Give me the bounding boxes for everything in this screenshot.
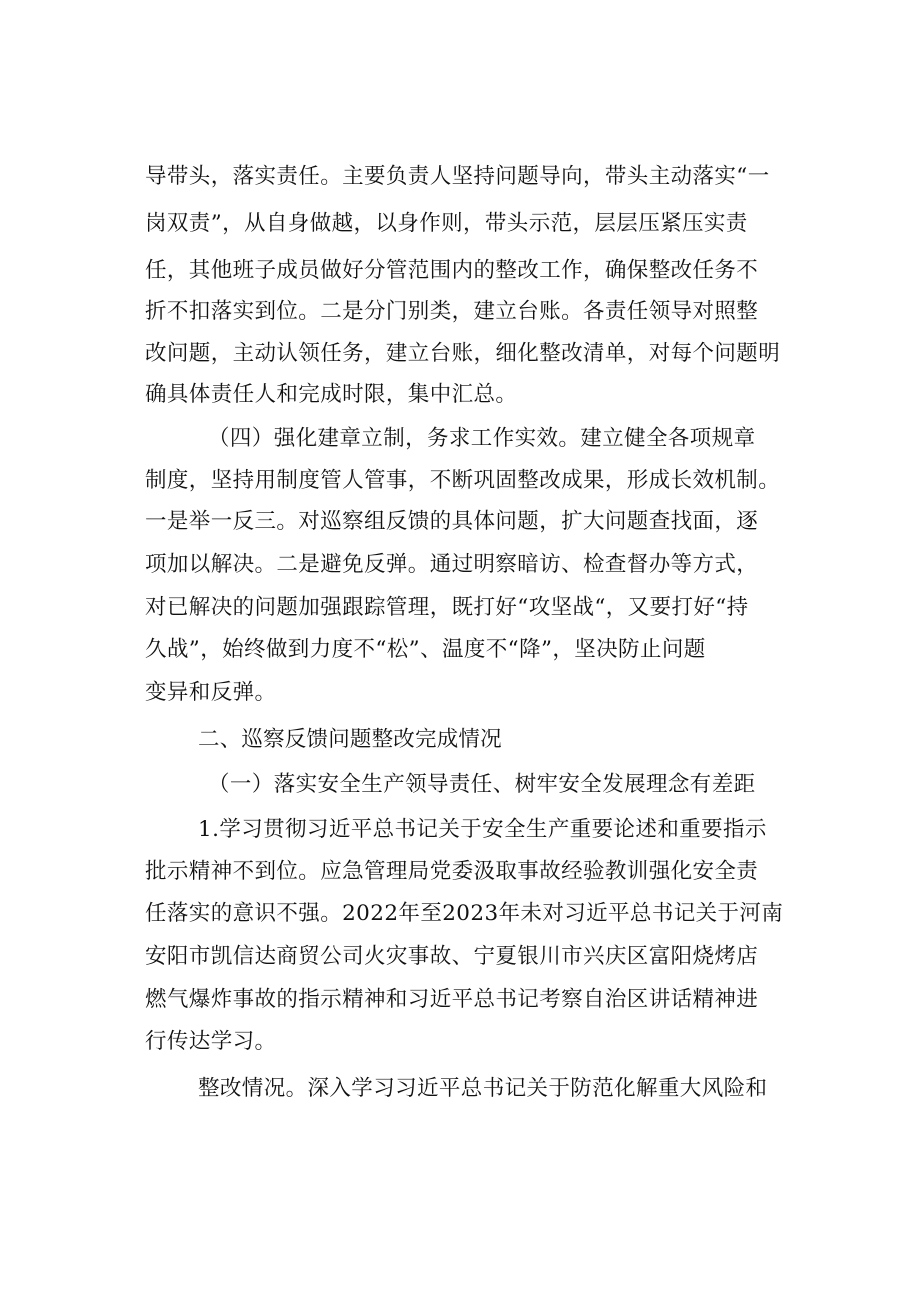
paragraph-line: 变异和反弹。 [145,680,277,705]
paragraph-line: 任落实的意识不强。2022年至2023年未对习近平总书记关于河南 [145,901,784,926]
paragraph-line: 行传达学习。 [145,1029,277,1054]
paragraph-line: 项加以解决。二是避免反弹。通过明察暗访、检查督办等方式， [145,552,759,577]
paragraph-line: 制度，坚持用制度管人管事，不断巩固整改成果，形成长效机制。 [145,468,781,493]
paragraph-line: 确具体责任人和完成时限，集中汇总。 [145,382,518,407]
paragraph-line: 燃气爆炸事故的指示精神和习近平总书记考察自治区讲话精神进 [145,987,759,1012]
paragraph-line: 导带头，落实责任。主要负责人坚持问题导向，带头主动落实“一 [145,164,770,189]
paragraph-line: 改问题，主动认领任务，建立台账，细化整改清单，对每个问题明 [145,341,781,366]
paragraph-line: 岗双责”，从自身做越，以身作则，带头示范，层层压紧压实责 [145,211,748,236]
section-heading-4: （四）强化建章立制，务求工作实效。建立健全各项规章 [208,426,756,451]
paragraph-line: 一是举一反三。对巡察组反馈的具体问题，扩大问题查找面，逐 [145,509,759,534]
paragraph-line: 安阳市凯信达商贸公司火灾事故、宁夏银川市兴庆区富阳烧烤店 [145,944,759,969]
item-heading: 1.学习贯彻习近平总书记关于安全生产重要论述和重要指示 [198,817,767,842]
paragraph-line: 批示精神不到位。应急管理局党委汲取事故经验教训强化安全责 [145,859,759,884]
paragraph-line: 对已解决的问题加强跟踪管理，既打好“攻坚战“，又要打好“持 [145,595,749,620]
paragraph-line: 任，其他班子成员做好分管范围内的整改工作，确保整改任务不 [145,258,759,283]
paragraph-line: 整改情况。深入学习习近平总书记关于防范化解重大风险和 [198,1076,768,1101]
section-title: 二、巡察反馈问题整改完成情况 [198,727,502,752]
paragraph-line: 折不扣落实到位。二是分门别类，建立台账。各责任领导对照整 [145,299,759,324]
paragraph-line: 久战”，始终做到力度不“松”、温度不“降”，坚决防止问题 [145,637,706,662]
subsection-heading-1: （一）落实安全生产领导责任、树牢安全发展理念有差距 [208,772,756,797]
